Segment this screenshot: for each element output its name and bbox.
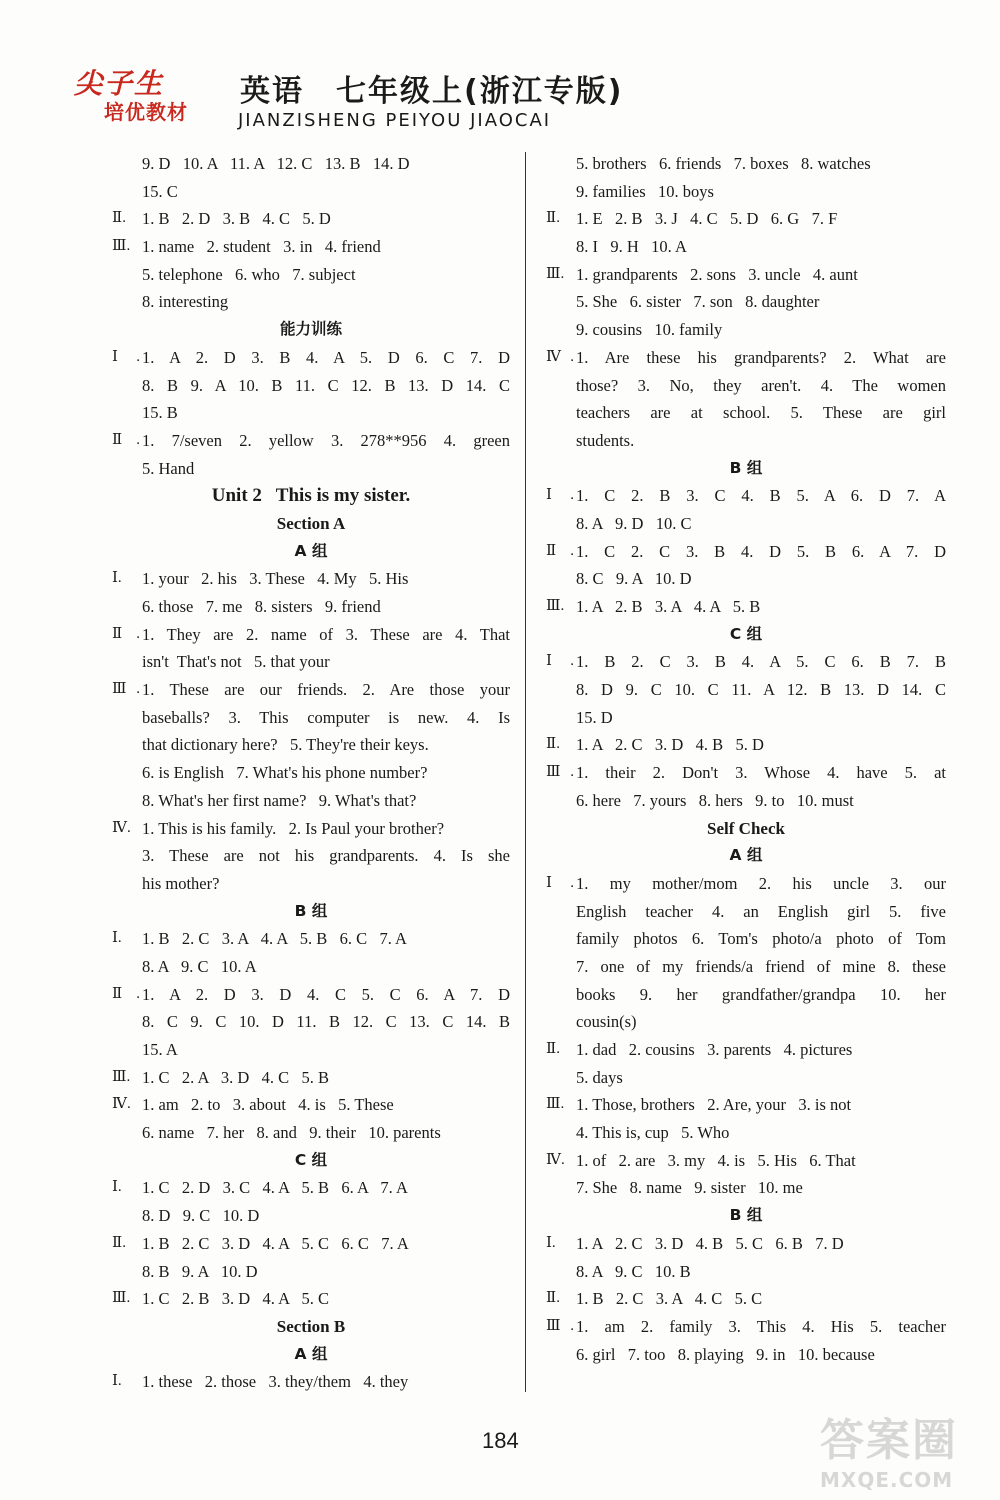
- answer-line: [546, 1064, 946, 1092]
- logo-line1: 尖子生: [74, 69, 165, 100]
- answer-text: 1. am 2. to 3. about 4. is 5. These: [142, 1095, 394, 1115]
- book-title: 英语 七年级上(浙江专版): [240, 74, 624, 109]
- answer-text: 8. C 9. C 10. D 11. B 12. C 13. C 14. B: [142, 1012, 510, 1032]
- answer-line: [546, 1285, 946, 1313]
- watermark-line1: 答案圈: [820, 1415, 958, 1466]
- answer-line: [112, 261, 510, 289]
- answer-line: [112, 870, 510, 898]
- answer-text: 9. D 10. A 11. A 12. C 13. B 14. D: [142, 154, 410, 173]
- answer-text: 8. D 9. C 10. C 11. A 12. B 13. D 14. C: [576, 680, 946, 700]
- answer-line: [546, 898, 946, 926]
- answer-text: 1. their 2. Don't 3. Whose 4. have 5. at: [576, 763, 946, 783]
- answer-text: 1. of 2. are 3. my 4. is 5. His 6. That: [576, 1150, 856, 1170]
- roman-numeral: Ⅱ.: [546, 210, 560, 227]
- answer-text: 1. A 2. C 3. D 4. B 5. C 6. B 7. D: [576, 1233, 844, 1253]
- roman-numeral: Ⅰ.: [546, 1234, 556, 1251]
- answer-text: those? 3. No, they aren't. 4. The women: [576, 375, 946, 395]
- answer-line: [112, 455, 510, 483]
- answer-text: 8. C 9. A 10. D: [576, 569, 692, 589]
- column-divider: [525, 152, 526, 1392]
- answer-line: [546, 316, 946, 344]
- answer-line: [546, 205, 946, 233]
- answer-column-left: [112, 150, 510, 1396]
- answer-text: 6. here 7. yours 8. hers 9. to 10. must: [576, 790, 854, 810]
- answer-text: 6. name 7. her 8. and 9. their 10. parents: [142, 1123, 441, 1143]
- answer-text: 8. I 9. H 10. A: [576, 237, 687, 257]
- answer-text: 15. A: [142, 1040, 178, 1059]
- answer-line: [546, 399, 946, 427]
- roman-numeral: Ⅰ.: [546, 487, 574, 504]
- answer-text: 15. B: [142, 403, 178, 423]
- answer-text: his mother?: [142, 873, 220, 893]
- roman-numeral: Ⅱ.: [546, 736, 560, 753]
- answer-text: 8. interesting: [142, 292, 229, 312]
- answer-line: [112, 815, 510, 843]
- answer-line: [546, 759, 946, 787]
- section-heading: B 组: [294, 901, 328, 920]
- answer-line: [112, 399, 510, 427]
- section-heading: C 组: [729, 624, 763, 643]
- roman-numeral: Ⅱ.: [112, 625, 140, 642]
- answer-line: [112, 648, 510, 676]
- answer-line: [546, 538, 946, 566]
- answer-text: 1. Those, brothers 2. Are, your 3. is not: [576, 1095, 852, 1115]
- roman-numeral: Ⅲ.: [546, 1096, 565, 1113]
- roman-numeral: Ⅱ.: [546, 542, 574, 559]
- answer-text: 1. C 2. B 3. C 4. B 5. A 6. D 7. A: [576, 486, 946, 506]
- answer-text: books 9. her grandfather/grandpa 10. her: [576, 984, 946, 1004]
- answer-line: [546, 427, 946, 455]
- roman-numeral: Ⅱ.: [546, 1290, 560, 1307]
- answer-text: 1. C 2. B 3. D 4. A 5. C: [142, 1289, 330, 1309]
- answer-text: 1. A 2. B 3. A 4. A 5. B: [576, 597, 761, 616]
- answer-text: 1. A 2. D 3. B 4. A 5. D 6. C 7. D: [142, 347, 510, 367]
- answer-line: [112, 1091, 510, 1119]
- roman-numeral: Ⅲ.: [112, 1068, 131, 1085]
- answer-text: 1. This is his family. 2. Is Paul your brother?: [142, 818, 445, 838]
- answer-line: [112, 676, 510, 704]
- answer-text: isn't That's not 5. that your: [142, 652, 330, 672]
- answer-text: 1. A 2. C 3. D 4. B 5. D: [576, 735, 764, 755]
- roman-numeral: Ⅰ.: [546, 874, 574, 891]
- answer-line: [546, 344, 946, 372]
- roman-numeral: Ⅲ.: [546, 598, 565, 614]
- answer-line: [546, 953, 946, 981]
- answer-line: [546, 648, 946, 676]
- section-heading: 能力训练: [279, 320, 342, 339]
- answer-line: [112, 1174, 510, 1202]
- answer-line: [112, 1368, 510, 1396]
- answer-text: 15. C: [142, 181, 178, 201]
- answer-line: [112, 372, 510, 400]
- answer-line: [546, 925, 946, 953]
- answer-line: [546, 787, 946, 815]
- answer-text: 1. B 2. C 3. B 4. A 5. C 6. B 7. B: [576, 652, 946, 672]
- answer-line: [112, 1008, 510, 1036]
- answer-text: English teacher 4. an English girl 5. five: [576, 901, 946, 921]
- roman-numeral: Ⅱ.: [112, 985, 140, 1002]
- answer-text: 6. those 7. me 8. sisters 9. friend: [142, 597, 381, 616]
- section-heading: Section A: [276, 513, 346, 533]
- answer-line: [546, 676, 946, 704]
- roman-numeral: Ⅲ.: [546, 1317, 574, 1334]
- answer-text: 8. A 9. D 10. C: [576, 513, 692, 533]
- answer-text: 7. one of my friends/a friend of mine 8. these: [576, 956, 946, 976]
- roman-numeral: Ⅱ.: [112, 1234, 126, 1251]
- answer-text: 8. What's her first name? 9. What's that?: [142, 790, 417, 810]
- answer-text: 1. A 2. D 3. D 4. C 5. C 6. A 7. D: [142, 984, 510, 1004]
- answer-line: [546, 178, 946, 206]
- answer-text: 5. telephone 6. who 7. subject: [142, 264, 356, 284]
- answer-text: 1. C 2. C 3. B 4. D 5. B 6. A 7. D: [576, 541, 946, 561]
- answer-line: [546, 510, 946, 538]
- publisher-logo: [64, 62, 224, 132]
- answer-text: 1. name 2. student 3. in 4. friend: [142, 237, 381, 257]
- answer-line: [112, 178, 510, 206]
- answer-text: 1. your 2. his 3. These 4. My 5. His: [142, 569, 409, 589]
- answer-text: baseballs? 3. This computer is new. 4. Is: [142, 707, 510, 727]
- answer-line: [546, 1147, 946, 1175]
- answer-line: [546, 1008, 946, 1036]
- roman-numeral: Ⅰ.: [546, 653, 574, 670]
- logo-line2: 培优教材: [104, 102, 188, 124]
- answer-text: 1. 7/seven 2. yellow 3. 278**956 4. green: [142, 430, 510, 450]
- answer-text: 1. These are our friends. 2. Are those your: [142, 680, 510, 700]
- answer-line: [546, 593, 946, 621]
- answer-text: 7. She 8. name 9. sister 10. me: [576, 1178, 803, 1198]
- answer-text: 5. brothers 6. friends 7. boxes 8. watches: [576, 154, 871, 173]
- answer-line: [546, 1036, 946, 1064]
- answer-text: 1. They are 2. name of 3. These are 4. That: [142, 624, 510, 644]
- answer-text: 3. These are not his grandparents. 4. Is she: [142, 846, 510, 866]
- page-number: 184: [482, 1428, 519, 1453]
- answer-text: 9. families 10. boys: [576, 181, 714, 201]
- roman-numeral: Ⅲ.: [112, 238, 131, 255]
- answer-line: [546, 233, 946, 261]
- answer-text: 8. A 9. C 10. A: [142, 956, 257, 976]
- answer-line: [112, 759, 510, 787]
- watermark-line2: MXQE.COM: [820, 1468, 954, 1492]
- answer-text: 1. am 2. family 3. This 4. His 5. teacher: [576, 1316, 946, 1336]
- answer-line: [546, 731, 946, 759]
- roman-numeral: Ⅲ.: [546, 265, 565, 282]
- answer-line: [546, 565, 946, 593]
- answer-text: 8. B 9. A 10. D: [142, 1261, 258, 1281]
- answer-line: [112, 981, 510, 1009]
- roman-numeral: Ⅱ.: [112, 431, 140, 448]
- answer-line: [112, 565, 510, 593]
- answer-text: 1. dad 2. cousins 3. parents 4. pictures: [576, 1040, 853, 1059]
- answer-line: [546, 1174, 946, 1202]
- answer-text: 15. D: [576, 707, 613, 727]
- roman-numeral: Ⅰ.: [112, 930, 122, 947]
- section-heading: Self Check: [707, 818, 785, 838]
- roman-numeral: Ⅲ.: [112, 681, 140, 698]
- answer-text: 6. girl 7. too 8. playing 9. in 10. because: [576, 1344, 875, 1364]
- answer-text: 8. A 9. C 10. B: [576, 1261, 691, 1281]
- roman-numeral: Ⅰ.: [112, 1373, 122, 1390]
- answer-text: 5. She 6. sister 7. son 8. daughter: [576, 292, 820, 312]
- answer-line: [112, 205, 510, 233]
- answer-text: that dictionary here? 5. They're their keys.: [142, 735, 429, 755]
- answer-line: [546, 261, 946, 289]
- answer-line: [112, 925, 510, 953]
- answer-line: [546, 1341, 946, 1369]
- roman-numeral: Ⅲ.: [546, 764, 574, 781]
- answer-text: 1. my mother/mom 2. his uncle 3. our: [576, 873, 946, 893]
- answer-text: 1. Are these his grandparents? 2. What are: [576, 347, 946, 367]
- answer-text: 1. C 2. A 3. D 4. C 5. B: [142, 1067, 330, 1087]
- answer-text: 1. grandparents 2. sons 3. uncle 4. aunt: [576, 264, 858, 284]
- answer-line: [112, 1230, 510, 1258]
- answer-text: 8. B 9. A 10. B 11. C 12. B 13. D 14. C: [142, 375, 510, 395]
- answer-line: [112, 1064, 510, 1092]
- answer-text: 4. This is, cup 5. Who: [576, 1123, 730, 1143]
- answer-line: [112, 1036, 510, 1064]
- answer-line: [112, 344, 510, 372]
- answer-line: [546, 981, 946, 1009]
- answer-text: 1. B 2. D 3. B 4. C 5. D: [142, 209, 331, 229]
- section-heading: Unit 2 This is my sister.: [211, 485, 411, 507]
- answer-line: [112, 842, 510, 870]
- section-heading: A 组: [294, 541, 328, 560]
- answer-line: [546, 1230, 946, 1258]
- roman-numeral: Ⅳ.: [546, 348, 574, 365]
- answer-line: [112, 233, 510, 261]
- answer-line: [546, 1258, 946, 1286]
- answer-line: [112, 593, 510, 621]
- answer-text: 8. D 9. C 10. D: [142, 1206, 260, 1226]
- section-heading: A 组: [294, 1344, 328, 1363]
- answer-line: [546, 150, 946, 178]
- section-heading: B 组: [729, 1206, 763, 1225]
- answer-line: [546, 870, 946, 898]
- answer-line: [112, 731, 510, 759]
- answer-text: students.: [576, 430, 635, 450]
- section-heading: A 组: [729, 846, 763, 865]
- watermark: [820, 1404, 990, 1490]
- answer-text: family photos 6. Tom's photo/a photo of Tom: [576, 929, 946, 949]
- answer-line: [546, 482, 946, 510]
- section-heading: C 组: [294, 1150, 328, 1169]
- answer-text: 6. is English 7. What's his phone number?: [142, 763, 428, 783]
- section-heading: B 组: [729, 458, 763, 477]
- roman-numeral: Ⅳ.: [112, 1096, 131, 1113]
- roman-numeral: Ⅳ.: [112, 819, 131, 836]
- answer-line: [546, 704, 946, 732]
- answer-line: [112, 150, 510, 178]
- book-pinyin: JIANZISHENG PEIYOU JIAOCAI: [238, 110, 552, 131]
- answer-line: [112, 1119, 510, 1147]
- answer-line: [112, 427, 510, 455]
- roman-numeral: Ⅰ.: [112, 348, 140, 365]
- answer-column-right: [546, 150, 946, 1368]
- roman-numeral: Ⅱ.: [112, 210, 126, 227]
- answer-text: teachers are at school. 5. These are girl: [576, 403, 946, 423]
- answer-text: 9. cousins 10. family: [576, 320, 723, 340]
- roman-numeral: Ⅰ.: [112, 1179, 122, 1196]
- answer-line: [112, 621, 510, 649]
- answer-line: [546, 372, 946, 400]
- answer-line: [546, 288, 946, 316]
- answer-text: cousin(s): [576, 1012, 637, 1032]
- answer-line: [112, 704, 510, 732]
- answer-text: 1. C 2. D 3. C 4. A 5. B 6. A 7. A: [142, 1178, 408, 1198]
- answer-line: [546, 1119, 946, 1147]
- roman-numeral: Ⅱ.: [546, 1041, 560, 1057]
- answer-line: [112, 288, 510, 316]
- answer-line: [546, 1091, 946, 1119]
- answer-text: 1. B 2. C 3. D 4. A 5. C 6. C 7. A: [142, 1233, 409, 1253]
- answer-line: [112, 787, 510, 815]
- roman-numeral: Ⅰ.: [112, 570, 122, 587]
- roman-numeral: Ⅳ.: [546, 1151, 565, 1168]
- roman-numeral: Ⅲ.: [112, 1290, 131, 1307]
- answer-text: 1. E 2. B 3. J 4. C 5. D 6. G 7. F: [576, 209, 838, 229]
- answer-line: [112, 1202, 510, 1230]
- answer-text: 1. these 2. those 3. they/them 4. they: [142, 1372, 409, 1392]
- answer-text: 5. days: [576, 1067, 623, 1087]
- answer-text: 5. Hand: [142, 458, 195, 478]
- section-heading: Section B: [276, 1316, 346, 1336]
- answer-text: 1. B 2. C 3. A 4. C 5. C: [576, 1289, 763, 1309]
- answer-line: [112, 1258, 510, 1286]
- answer-line: [112, 953, 510, 981]
- answer-line: [112, 1285, 510, 1313]
- answer-line: [546, 1313, 946, 1341]
- answer-text: 1. B 2. C 3. A 4. A 5. B 6. C 7. A: [142, 929, 407, 949]
